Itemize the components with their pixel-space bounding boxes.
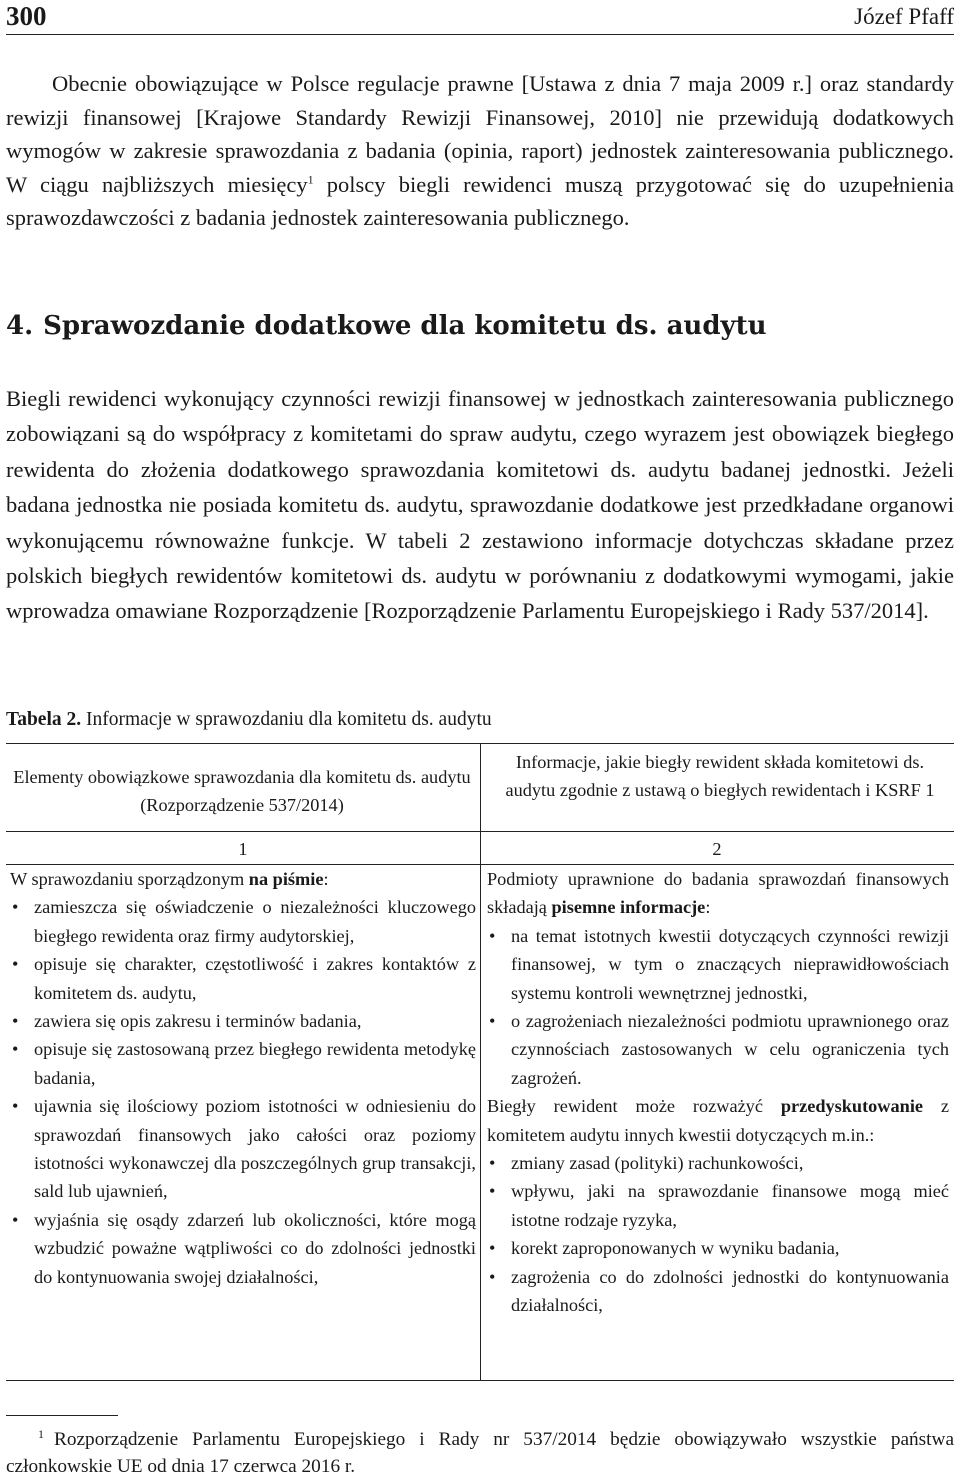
running-header xyxy=(6,0,954,35)
bullet-icon: • xyxy=(489,925,496,946)
footnote-text: Rozporządzenie Parlamentu Europejskiego i Rady nr 537/2014 będzie obowiązywało wszystkie państwa członkowskie UE od dnia 17 czerwca 2016 r. xyxy=(6,1429,954,1477)
bullet-icon: • xyxy=(12,1039,19,1060)
table-cell-left xyxy=(10,865,476,1291)
list-item xyxy=(487,1234,949,1262)
column-number-2: 2 xyxy=(712,839,722,859)
table-2 xyxy=(6,743,954,1381)
bullet-icon: • xyxy=(489,1011,496,1032)
table-caption-label: Tabela 2. xyxy=(6,709,82,730)
list-item-text: ujawnia się ilościowy poziom istotności w odniesieniu do sprawozdań finansowych jako całości oraz poziomy istotności wykonawczej dla poszczególnych grup transakcji, sald lub ujawnień, xyxy=(34,1096,476,1202)
list-item xyxy=(10,1007,476,1035)
table-cell-right xyxy=(487,865,949,1320)
column-number-1: 1 xyxy=(238,839,248,859)
page-number: 300 xyxy=(6,1,47,31)
right-list-1 xyxy=(487,922,949,1092)
list-item xyxy=(487,1149,949,1177)
list-item-text: zagrożenia co do zdolności jednostki do kontynuowania działalności, xyxy=(511,1266,949,1316)
footnote-marker: 1 xyxy=(38,1426,44,1441)
list-item-text: zmiany zasad (polityki) rachunkowości, xyxy=(511,1153,804,1174)
list-item-text: zamieszcza się oświadczenie o niezależności kluczowego biegłego rewidenta oraz firmy audytorskiej, xyxy=(34,897,476,946)
bullet-icon: • xyxy=(489,1153,496,1174)
intro-text-2: polscy biegli rewidenci muszą przygotować się do uzupełnienia sprawozdawczości z badania jednostek zainteresowania publicznego. xyxy=(6,171,954,231)
bullet-icon: • xyxy=(12,1209,19,1230)
list-item-text: wpływu, jaki na sprawozdanie finansowe mogą mieć istotne rodzaje ryzyka, xyxy=(511,1181,949,1230)
table-caption xyxy=(6,706,492,734)
list-item-text: opisuje się charakter, częstotliwość i zakres kontaktów z komitetem ds. audytu, xyxy=(34,954,476,1003)
list-item xyxy=(487,1263,949,1320)
list-item-text: wyjaśnia się osądy zdarzeń lub okoliczności, które mogą wzbudzić poważne wątpliwości co do zdolności jednostki do kontynuowania swojej działalności, xyxy=(34,1209,476,1287)
left-intro-end: : xyxy=(323,869,329,889)
right-para2-end: z komitetem audytu innych kwestii dotyczących m.in.: xyxy=(487,1096,950,1145)
bullet-icon: • xyxy=(12,1011,19,1032)
right-para2-text: Biegły rewident może rozważyć xyxy=(487,1096,781,1117)
list-item-text: opisuje się zastosowaną przez biegłego rewidenta metodykę badania, xyxy=(34,1039,476,1088)
list-item xyxy=(10,1035,476,1092)
list-item xyxy=(487,1177,949,1234)
footnote xyxy=(6,1426,954,1480)
list-item xyxy=(10,950,476,1007)
section-title: Sprawozdanie dodatkowe dla komitetu ds. audytu xyxy=(43,311,767,341)
list-item-text: korekt zaproponowanych w wyniku badania, xyxy=(511,1238,840,1259)
right-paragraph-2 xyxy=(487,1092,949,1149)
right-intro-end: : xyxy=(705,897,711,918)
section-number: 4. xyxy=(6,311,34,341)
list-item xyxy=(487,922,949,1007)
bullet-icon: • xyxy=(489,1238,496,1259)
section-heading xyxy=(6,309,767,343)
right-list-2 xyxy=(487,1149,949,1319)
bullet-icon: • xyxy=(12,1096,19,1117)
table-header-col-2: Informacje, jakie biegły rewident składa komitetowi ds. audytu zgodnie z ustawą o biegłych rewidentach i KSRF 1 xyxy=(505,752,935,801)
body-paragraph: Biegli rewidenci wykonujący czynności rewizji finansowej w jednostkach zainteresowania publicznego zobowiązani są do współpracy z komitetami do spraw audytu, czego wyrazem jest obowiązek biegłego rewidenta do złożenia dodatkowego sprawozdania komitetowi ds. audytu badanej jednostki. Jeżeli badana jednostka nie posiada komitetu ds. audytu, sprawozdanie dodatkowe jest przedkładane organowi wykonującemu równoważne funkcje. W tabeli 2 zestawiono informacje dotychczas składane przez polskich biegłych rewidentów komitetowi ds. audytu w porównaniu z dodatkowymi wymogami, jakie wprowadza omawiane Rozporządzenie [Rozporządzenie Parlamentu Europejskiego i Rady 537/2014]. xyxy=(6,386,954,624)
bullet-icon: • xyxy=(12,897,19,918)
right-intro xyxy=(487,865,949,922)
right-intro-text: Podmioty uprawnione do badania sprawozdań finansowych składają xyxy=(487,869,949,918)
author-name: Józef Pfaff xyxy=(854,4,954,29)
list-item-text: zawiera się opis zakresu i terminów badania, xyxy=(34,1011,362,1032)
table-caption-text: Informacje w sprawozdaniu dla komitetu ds. audytu xyxy=(81,709,492,730)
header-divider xyxy=(6,831,954,832)
intro-text-1: Obecnie obowiązujące w Polsce regulacje prawne [Ustawa z dnia 7 maja 2009 r.] oraz standardy rewizji finansowej [Krajowe Standardy Rewizji Finansowej, 2010] nie przewidują dodatkowych wymogów w zakresie sprawozdania z badania (opinia, raport) jednostek zainteresowania publicznego. W ciągu najbliższych miesięcy xyxy=(6,71,954,197)
left-intro xyxy=(10,865,476,893)
footnote-reference[interactable]: 1 xyxy=(307,172,314,187)
bullet-icon: • xyxy=(489,1266,496,1287)
right-intro-bold: pisemne informacje xyxy=(551,897,706,918)
list-item xyxy=(487,1007,949,1092)
footnote-rule xyxy=(6,1415,118,1416)
right-para2-bold: przedyskutowanie xyxy=(780,1096,924,1117)
list-item-text: o zagrożeniach niezależności podmiotu uprawnionego oraz czynnościach zastosowanych w celu ograniczenia tych zagrożeń. xyxy=(511,1011,949,1088)
list-item xyxy=(10,1206,476,1291)
bullet-icon: • xyxy=(12,954,19,975)
left-intro-bold: na piśmie xyxy=(248,869,324,889)
table-header-col-1: Elementy obowiązkowe sprawozdania dla komitetu ds. audytu (Rozporządzenie 537/2014) xyxy=(13,767,471,816)
list-item xyxy=(10,1092,476,1206)
bullet-icon: • xyxy=(489,1181,496,1202)
left-intro-text: W sprawozdaniu sporządzonym xyxy=(10,869,249,889)
intro-paragraph xyxy=(6,67,954,235)
list-item xyxy=(10,893,476,950)
list-item-text: na temat istotnych kwestii dotyczących czynności rewizji finansowej, w tym o znaczących nieprawidłowościach systemu kontroli wewnętrznej jednostki, xyxy=(511,925,949,1003)
left-list xyxy=(10,893,476,1291)
